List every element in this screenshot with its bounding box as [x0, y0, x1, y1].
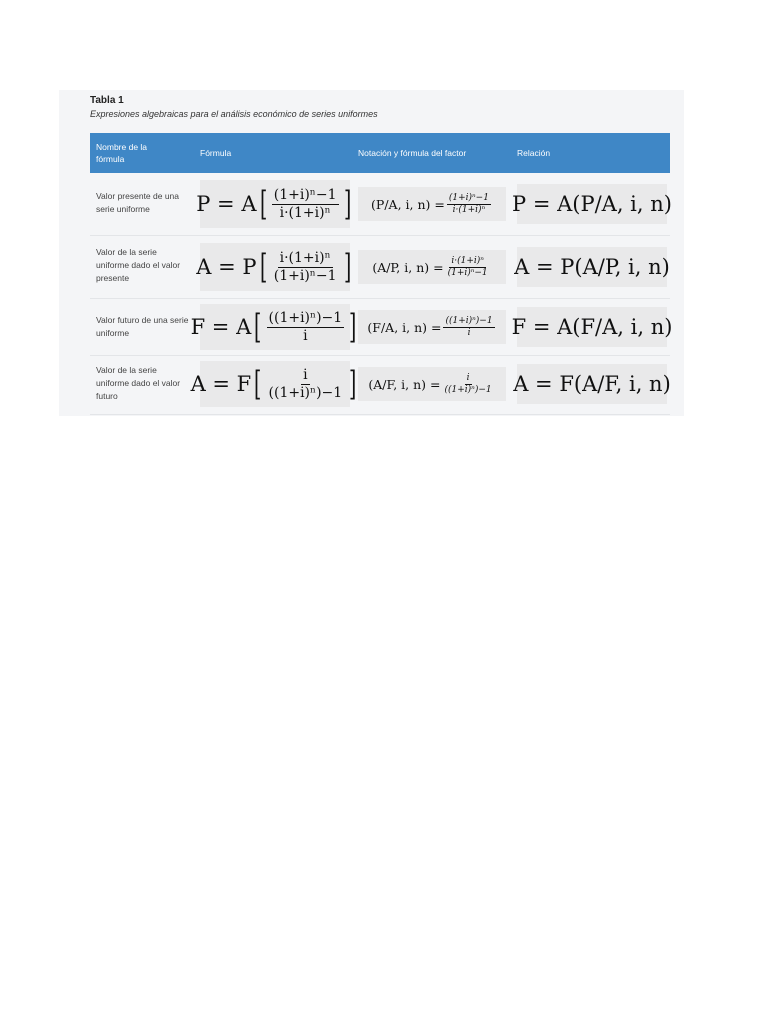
notation-numerator: (1+i)ⁿ−1	[448, 193, 489, 204]
row-name: Valor de la serie uniforme dado el valor futuro	[96, 365, 181, 401]
notation-cell	[358, 367, 506, 401]
formula-lhs: F = A	[190, 315, 252, 339]
formula-fraction	[272, 250, 339, 283]
relation-cell: A = P(A/P, i, n)	[517, 247, 667, 287]
notation-denominator: (1+i)ⁿ−1	[447, 267, 488, 278]
header-notation: Notación y fórmula del factor	[358, 148, 467, 158]
notation-fraction	[443, 316, 494, 338]
formula-cell: P = A [ $\frac{\text{(1+i)ⁿ−1}}{\text{i·(1+i)ⁿ}}$ ]	[200, 180, 350, 228]
formula-fraction	[267, 367, 345, 400]
formula-denominator: i·(1+i)ⁿ	[279, 204, 331, 221]
relation-cell: F = A(F/A, i, n)	[517, 307, 667, 347]
row-name: Valor presente de una serie uniforme	[96, 191, 180, 214]
notation-lhs: (A/P, i, n) =	[372, 259, 444, 275]
formula-table	[90, 133, 673, 415]
notation-fraction	[447, 193, 491, 215]
formula-denominator: i	[303, 327, 308, 344]
header-relation: Relación	[517, 148, 551, 158]
notation-lhs: (F/A, i, n) =	[367, 319, 442, 335]
notation-fraction	[446, 256, 490, 278]
notation-fraction	[443, 373, 494, 395]
formula-cell: A = F [ $\frac{i}{\text{((1+i)ⁿ)−1}}$ ]	[200, 361, 350, 407]
formula-lhs: A = P	[196, 255, 257, 279]
notation-denominator: i	[467, 327, 471, 338]
notation-lhs: (P/A, i, n) =	[371, 196, 445, 212]
notation-denominator: ((1+i)ⁿ)−1	[444, 384, 492, 395]
formula-lhs: A = F	[190, 372, 252, 396]
notation-numerator: i·(1+i)ⁿ	[451, 256, 484, 267]
table-row	[90, 173, 670, 236]
formula-lhs: P = A	[196, 192, 257, 216]
formula-denominator: ((1+i)ⁿ)−1	[268, 384, 343, 401]
formula-numerator: i·(1+i)ⁿ	[279, 250, 331, 267]
notation-cell	[358, 310, 506, 344]
formula-numerator: (1+i)ⁿ−1	[273, 187, 337, 204]
formula-numerator: i	[303, 367, 308, 384]
header-formula: Fórmula	[200, 148, 232, 158]
header-name: Nombre de la fórmula	[96, 142, 148, 164]
formula-numerator: ((1+i)ⁿ)−1	[268, 310, 343, 327]
table-row	[90, 356, 670, 415]
table-header-row	[90, 133, 670, 173]
formula-fraction	[267, 310, 345, 343]
notation-denominator: i·(1+i)ⁿ	[452, 204, 486, 215]
table-subtitle: Expresiones algebraicas para el análisis económico de series uniformes	[90, 109, 378, 119]
notation-numerator: i	[466, 373, 470, 384]
relation-cell: P = A(P/A, i, n)	[517, 184, 667, 224]
notation-lhs: (A/F, i, n) =	[368, 376, 441, 392]
table-row	[90, 299, 673, 356]
formula-denominator: (1+i)ⁿ−1	[273, 267, 337, 284]
formula-fraction	[272, 187, 339, 220]
formula-cell: F = A [ $\frac{\text{((1+i)ⁿ)−1}}{i}$ ]	[200, 304, 350, 350]
formula-cell: A = P [ $\frac{\text{i·(1+i)ⁿ}}{\text{(1+i)ⁿ−1}}$ ]	[200, 243, 350, 291]
row-name: Valor de la serie uniforme dado el valor presente	[96, 247, 181, 283]
notation-cell	[358, 187, 506, 221]
notation-cell	[358, 250, 506, 284]
relation-cell: A = F(A/F, i, n)	[517, 364, 667, 404]
table-row	[90, 236, 670, 299]
table-card	[59, 90, 684, 416]
table-title: Tabla 1	[90, 95, 124, 106]
notation-numerator: ((1+i)ⁿ)−1	[445, 316, 493, 327]
row-name: Valor futuro de una serie uniforme	[96, 315, 189, 338]
